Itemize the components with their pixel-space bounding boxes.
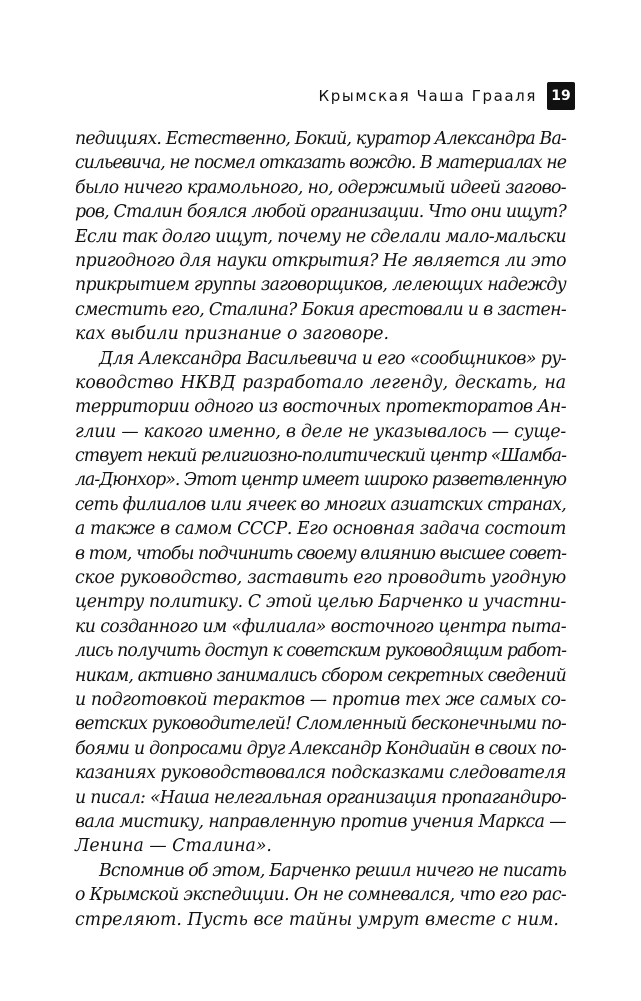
text-line: ках выбили признание о заговоре.: [75, 324, 389, 345]
text-line: пригодного для науки открытия? Не является ли это: [75, 250, 566, 271]
text-line: ствует некий религиозно-политический центр «Шамба-: [75, 446, 566, 467]
text-line: и писал: «Наша нелегальная организация пропагандиро-: [75, 787, 566, 808]
text-line: территории одного из восточных протекторатов Ан-: [75, 397, 567, 418]
text-line: о Крымской экспедиции. Он не сомневался, что его рас-: [75, 885, 566, 906]
text-line: сильевича, не посмел отказать вождю. В материалах не: [75, 153, 566, 174]
text-line: Для Александра Васильевича и его «сообщников» ру-: [99, 348, 566, 369]
text-line: ла-Дюнхор». Этот центр имеет широко разветвленную: [75, 470, 566, 491]
paragraph: [75, 127, 566, 347]
running-head: [319, 82, 575, 110]
text-line: глии — какого именно, в деле не указывалось — суще-: [75, 421, 566, 442]
text-line: ское руководство, заставить его проводить угодную: [75, 568, 566, 589]
text-line: стреляют. Пусть все тайны умрут вместе с ним.: [75, 909, 559, 930]
text-line: ветских руководителей! Сломленный бесконечными по-: [75, 714, 566, 735]
running-title: Крымская Чаша Грааля: [318, 87, 537, 105]
text-line: прикрытием группы заговорщиков, лелеющих надежду: [75, 275, 566, 296]
text-line: лись получить доступ к советским руководящим работ-: [75, 641, 566, 662]
text-line: а также в самом СССР. Его основная задача состоит: [75, 519, 566, 540]
text-line: Если так долго ищут, почему не сделали мало-мальски: [75, 226, 566, 247]
text-line: центру политику. С этой целью Барченко и участни-: [75, 592, 566, 613]
text-line: никам, активно занимались сбором секретных сведений: [75, 665, 566, 686]
text-line: ки созданного им «филиала» восточного центра пыта-: [75, 616, 566, 637]
text-line: вала мистику, направленную против учения Маркса —: [75, 811, 566, 832]
text-line: было ничего крамольного, но, одержимый идеей загово-: [75, 177, 566, 198]
text-line: и подготовкой терактов — против тех же самых со-: [75, 689, 566, 710]
text-line: казаниях руководствовался подсказками следователя: [75, 763, 566, 784]
page-number: 19: [547, 82, 575, 110]
text-line: Ленина — Сталина».: [75, 836, 272, 857]
text-line: в том, чтобы подчинить своему влиянию высшее совет-: [75, 543, 566, 564]
text-line: боями и допросами друг Александр Кондиайн в своих по-: [75, 738, 566, 759]
paragraph: [75, 859, 566, 932]
body-text: [75, 127, 566, 932]
text-line: сеть филиалов или ячеек во многих азиатских странах,: [75, 494, 566, 515]
paragraph: [75, 347, 566, 859]
text-line: Вспомнив об этом, Барченко решил ничего не писать: [99, 860, 566, 881]
text-line: педициях. Естественно, Бокий, куратор Александра Ва-: [75, 129, 566, 149]
text-line: сместить его, Сталина? Бокия арестовали и в застен-: [75, 299, 566, 320]
text-line: ров, Сталин боялся любой организации. Что они ищут?: [75, 202, 566, 223]
text-line: ководство НКВД разработало легенду, дескать, на: [75, 372, 566, 393]
